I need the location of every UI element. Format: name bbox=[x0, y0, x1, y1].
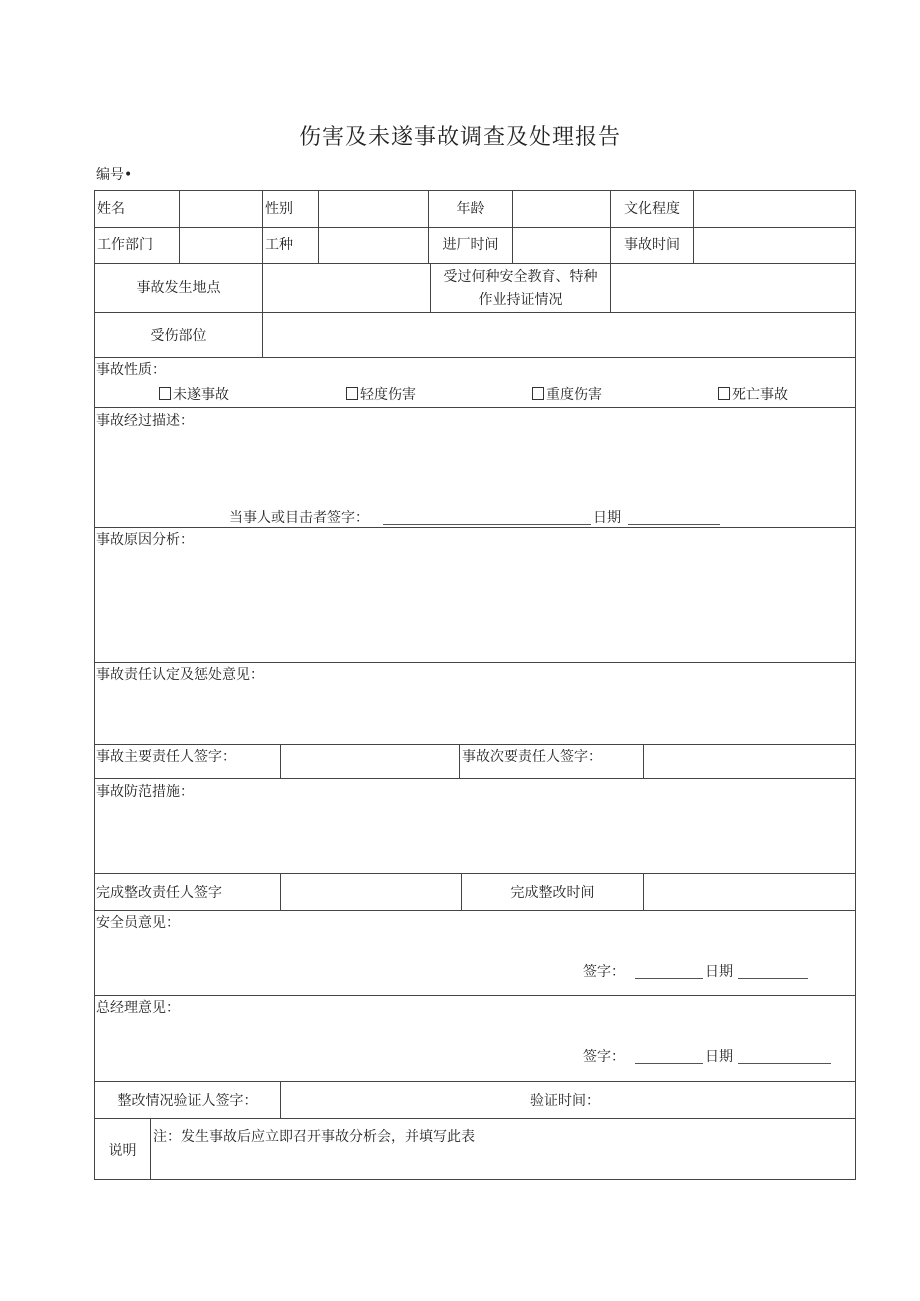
training-label-line1: 受过何种安全教育、特种 bbox=[443, 269, 598, 285]
witness-date-line[interactable] bbox=[628, 524, 720, 525]
safety-officer-date-label: 日期 bbox=[705, 964, 733, 980]
rectify-time-field[interactable] bbox=[644, 874, 855, 910]
checkbox-icon bbox=[532, 387, 544, 400]
rectify-person-field[interactable] bbox=[281, 874, 461, 910]
form-number-label: 编号• bbox=[96, 167, 133, 183]
age-label: 年龄 bbox=[456, 201, 485, 217]
accident-location-label: 事故发生地点 bbox=[136, 280, 221, 296]
department-field[interactable] bbox=[180, 228, 262, 263]
page-title: 伤害及未遂事故调查及处理报告 bbox=[298, 125, 621, 150]
witness-sign-label: 当事人或目击者签字： bbox=[229, 510, 369, 526]
cause-analysis-field[interactable] bbox=[95, 552, 855, 660]
general-manager-label: 总经理意见： bbox=[96, 1000, 180, 1016]
education-label: 文化程度 bbox=[624, 201, 680, 217]
general-manager-opinion-field[interactable] bbox=[95, 1020, 855, 1042]
training-field[interactable] bbox=[611, 264, 855, 312]
safety-officer-label: 安全员意见： bbox=[96, 915, 180, 931]
accident-process-label: 事故经过描述： bbox=[96, 413, 194, 429]
accident-time-field[interactable] bbox=[694, 228, 855, 263]
gender-field[interactable] bbox=[319, 191, 428, 227]
accident-nature-label: 事故性质： bbox=[96, 362, 166, 378]
witness-sign-line[interactable] bbox=[383, 524, 591, 525]
option-fatal-accident[interactable]: 死亡事故 bbox=[718, 386, 788, 404]
primary-responsible-label: 事故主要责任人签字： bbox=[96, 749, 236, 765]
general-manager-sign-label: 签字： bbox=[583, 1049, 625, 1065]
training-label-line2: 作业持证情况 bbox=[478, 292, 563, 308]
accident-process-field[interactable] bbox=[95, 432, 855, 502]
entry-time-field[interactable] bbox=[513, 228, 610, 263]
safety-officer-date-line[interactable] bbox=[738, 978, 808, 979]
secondary-responsible-label: 事故次要责任人签字： bbox=[462, 749, 602, 765]
name-field[interactable] bbox=[180, 191, 262, 227]
primary-responsible-sign-field[interactable] bbox=[281, 745, 459, 778]
option-serious-injury[interactable]: 重度伤害 bbox=[532, 386, 602, 404]
general-manager-date-line[interactable] bbox=[738, 1063, 831, 1064]
entry-time-label: 进厂时间 bbox=[442, 237, 499, 253]
option-near-miss[interactable]: 未遂事故 bbox=[159, 386, 229, 404]
name-label: 姓名 bbox=[97, 201, 125, 217]
checkbox-icon bbox=[159, 387, 171, 400]
age-field[interactable] bbox=[513, 191, 610, 227]
cause-analysis-label: 事故原因分析： bbox=[96, 532, 194, 548]
general-manager-sign-line[interactable] bbox=[635, 1063, 703, 1064]
accident-location-field[interactable] bbox=[263, 264, 430, 312]
checkbox-icon bbox=[346, 387, 358, 400]
injured-part-label: 受伤部位 bbox=[150, 328, 207, 344]
prevention-label: 事故防范措施： bbox=[96, 784, 194, 800]
job-type-field[interactable] bbox=[319, 228, 428, 263]
rectify-time-label: 完成整改时间 bbox=[510, 885, 595, 901]
education-field[interactable] bbox=[694, 191, 855, 227]
responsibility-field[interactable] bbox=[95, 686, 855, 742]
safety-officer-sign-label: 签字： bbox=[583, 964, 625, 980]
secondary-responsible-sign-field[interactable] bbox=[644, 745, 855, 778]
note-label: 说明 bbox=[108, 1143, 137, 1159]
safety-officer-sign-line[interactable] bbox=[635, 978, 703, 979]
accident-time-label: 事故时间 bbox=[624, 237, 680, 253]
responsibility-label: 事故责任认定及惩处意见： bbox=[96, 667, 264, 683]
checkbox-icon bbox=[718, 387, 730, 400]
prevention-field[interactable] bbox=[95, 803, 855, 871]
note-text: 注：发生事故后应立即召开事故分析会，并填写此表 bbox=[153, 1129, 475, 1145]
verifier-sign-label: 整改情况验证人签字： bbox=[117, 1093, 258, 1109]
gender-label: 性别 bbox=[265, 201, 293, 217]
job-type-label: 工种 bbox=[265, 237, 293, 253]
rectify-person-label: 完成整改责任人签字 bbox=[96, 885, 222, 901]
department-label: 工作部门 bbox=[97, 237, 153, 253]
verify-time-label: 验证时间： bbox=[530, 1093, 600, 1109]
general-manager-date-label: 日期 bbox=[705, 1049, 733, 1065]
safety-officer-opinion-field[interactable] bbox=[95, 935, 855, 957]
injured-part-field[interactable] bbox=[263, 313, 855, 357]
witness-date-label: 日期 bbox=[593, 510, 621, 526]
option-minor-injury[interactable]: 轻度伤害 bbox=[346, 386, 416, 404]
